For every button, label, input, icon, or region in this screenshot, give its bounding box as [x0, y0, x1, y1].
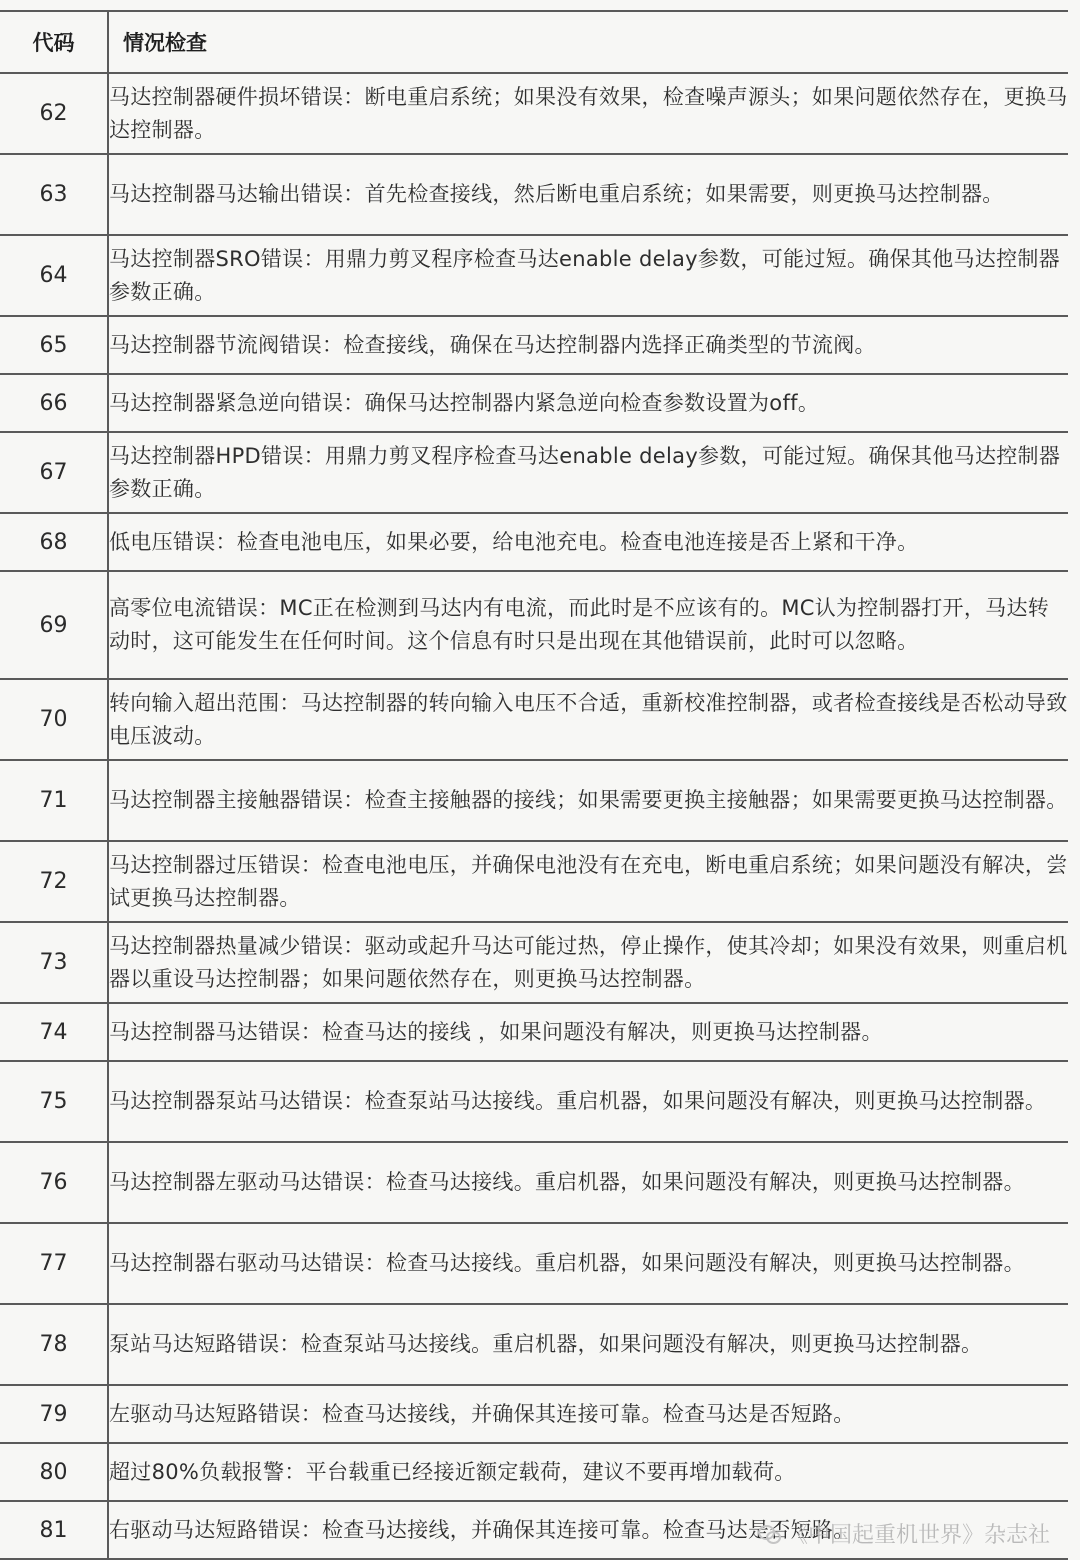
error-code: 75 [0, 1061, 108, 1142]
error-code: 66 [0, 374, 108, 432]
error-code: 68 [0, 513, 108, 571]
error-code: 62 [0, 73, 108, 154]
check-description: 马达控制器节流阀错误：检查接线，确保在马达控制器内选择正确类型的节流阀。 [108, 316, 1068, 374]
error-code: 70 [0, 679, 108, 760]
error-code: 63 [0, 154, 108, 235]
error-code: 79 [0, 1385, 108, 1443]
table-row [0, 432, 1068, 513]
table-row [0, 1142, 1068, 1223]
check-description: 右驱动马达短路错误：检查马达接线，并确保其连接可靠。检查马达是否短路。 [108, 1501, 1068, 1559]
check-description: 马达控制器HPD错误：用鼎力剪叉程序检查马达enable delay参数，可能过短。确保其他马达控制器参数正确。 [108, 432, 1068, 513]
check-description: 超过80%负载报警：平台载重已经接近额定载荷，建议不要再增加载荷。 [108, 1443, 1068, 1501]
check-description: 马达控制器左驱动马达错误：检查马达接线。重启机器，如果问题没有解决，则更换马达控制器。 [108, 1142, 1068, 1223]
watermark [758, 1518, 1050, 1549]
table-header-row [0, 11, 1068, 73]
check-description: 转向输入超出范围：马达控制器的转向输入电压不合适，重新校准控制器，或者检查接线是否松动导致电压波动。 [108, 679, 1068, 760]
error-code: 78 [0, 1304, 108, 1385]
table-row [0, 73, 1068, 154]
watermark-text: 《中国起重机世界》杂志社 [785, 1523, 1050, 1548]
check-description: 马达控制器过压错误：检查电池电压，并确保电池没有在充电，断电重启系统；如果问题没有解决，尝试更换马达控制器。 [108, 841, 1068, 922]
error-code: 74 [0, 1003, 108, 1061]
check-description: 马达控制器马达输出错误：首先检查接线，然后断电重启系统；如果需要，则更换马达控制器。 [108, 154, 1068, 235]
check-description: 马达控制器泵站马达错误：检查泵站马达接线。重启机器，如果问题没有解决，则更换马达控制器。 [108, 1061, 1068, 1142]
table-row [0, 1443, 1068, 1501]
table-row [0, 571, 1068, 679]
check-description: 马达控制器热量减少错误：驱动或起升马达可能过热，停止操作，使其冷却；如果没有效果，则重启机器以重设马达控制器；如果问题依然存在，则更换马达控制器。 [108, 922, 1068, 1003]
table-row [0, 1061, 1068, 1142]
table-row [0, 1003, 1068, 1061]
check-description: 马达控制器右驱动马达错误：检查马达接线。重启机器，如果问题没有解决，则更换马达控制器。 [108, 1223, 1068, 1304]
error-code: 73 [0, 922, 108, 1003]
check-description: 马达控制器紧急逆向错误：确保马达控制器内紧急逆向检查参数设置为off。 [108, 374, 1068, 432]
table-row [0, 374, 1068, 432]
error-code: 69 [0, 571, 108, 679]
code-column-header: 代码 [0, 11, 108, 73]
check-description: 低电压错误：检查电池电压，如果必要，给电池充电。检查电池连接是否上紧和干净。 [108, 513, 1068, 571]
check-description: 马达控制器主接触器错误：检查主接触器的接线；如果需要更换主接触器；如果需要更换马达控制器。 [108, 760, 1068, 841]
table-row [0, 316, 1068, 374]
error-code: 65 [0, 316, 108, 374]
check-description: 马达控制器SRO错误：用鼎力剪叉程序检查马达enable delay参数，可能过短。确保其他马达控制器参数正确。 [108, 235, 1068, 316]
check-description: 高零位电流错误：MC正在检测到马达内有电流，而此时是不应该有的。MC认为控制器打开，马达转动时，这可能发生在任何时间。这个信息有时只是出现在其他错误前，此时可以忽略。 [108, 571, 1068, 679]
table-row [0, 1304, 1068, 1385]
error-code: 72 [0, 841, 108, 922]
description-column-header: 情况检查 [108, 11, 1068, 73]
error-code: 71 [0, 760, 108, 841]
check-description: 泵站马达短路错误：检查泵站马达接线。重启机器，如果问题没有解决，则更换马达控制器。 [108, 1304, 1068, 1385]
table-row [0, 1385, 1068, 1443]
table-row [0, 235, 1068, 316]
table-row [0, 922, 1068, 1003]
error-code: 77 [0, 1223, 108, 1304]
table-row [0, 760, 1068, 841]
check-description: 马达控制器马达错误：检查马达的接线 ，如果问题没有解决，则更换马达控制器。 [108, 1003, 1068, 1061]
error-code: 81 [0, 1501, 108, 1559]
check-description: 左驱动马达短路错误：检查马达接线，并确保其连接可靠。检查马达是否短路。 [108, 1385, 1068, 1443]
error-code: 76 [0, 1142, 108, 1223]
table-row [0, 679, 1068, 760]
table-row [0, 154, 1068, 235]
wechat-icon [758, 1525, 780, 1543]
error-code: 64 [0, 235, 108, 316]
error-code-table [0, 10, 1068, 1560]
table-row [0, 841, 1068, 922]
check-description: 马达控制器硬件损坏错误：断电重启系统；如果没有效果，检查噪声源头；如果问题依然存在，更换马达控制器。 [108, 73, 1068, 154]
error-code: 67 [0, 432, 108, 513]
error-code: 80 [0, 1443, 108, 1501]
table-row [0, 1223, 1068, 1304]
table-row [0, 513, 1068, 571]
